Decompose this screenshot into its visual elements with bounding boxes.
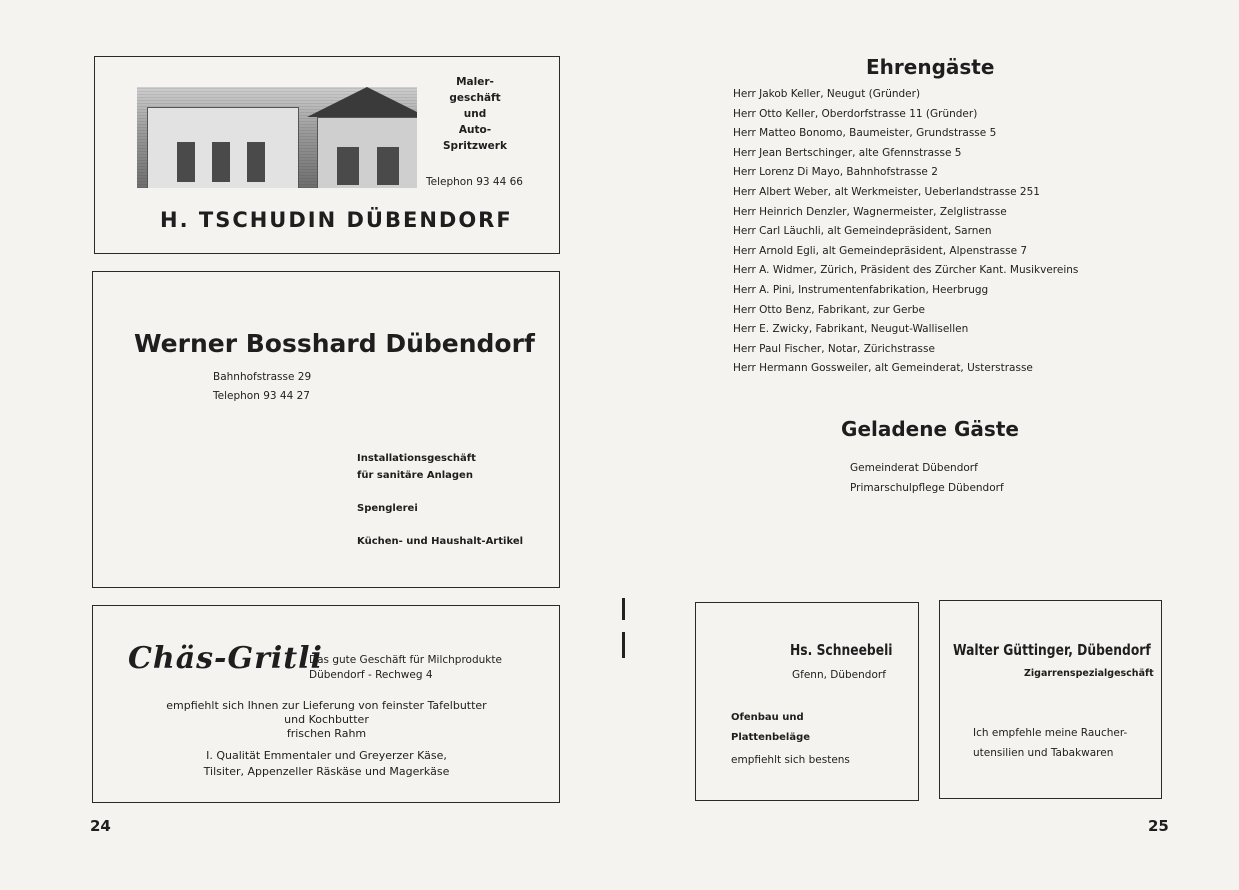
page-number-left: 24	[90, 817, 111, 835]
guest-entry: Herr Lorenz Di Mayo, Bahnhofstrasse 2	[733, 166, 938, 178]
bosshard-service: Installationsgeschäft	[357, 453, 476, 464]
cheese-line: Tilsiter, Appenzeller Räskäse und Magerkäse	[203, 765, 450, 778]
gritli-offer	[95, 699, 558, 741]
building-roof	[307, 87, 417, 117]
garage-door	[247, 142, 265, 182]
invited-entry: Primarschulpflege Dübendorf	[850, 482, 1004, 494]
ad-guettinger	[939, 600, 1162, 799]
schneebeli-name: Hs. Schneebeli	[790, 641, 893, 659]
gutter-mark	[622, 632, 625, 658]
service-line: Auto-	[458, 124, 492, 136]
guest-entry: Herr A. Pini, Instrumentenfabrikation, Heerbrugg	[733, 284, 989, 296]
invited-guests-heading: Geladene Gäste	[841, 417, 1019, 441]
schneebeli-closing: empfiehlt sich bestens	[731, 754, 850, 766]
ad-schneebeli	[695, 602, 919, 801]
tschudin-name: H. TSCHUDIN DÜBENDORF	[160, 208, 513, 232]
guettinger-specialty: Zigarrenspezialgeschäft	[1024, 668, 1154, 679]
gritli-cheese	[95, 748, 558, 780]
schneebeli-service: Plattenbeläge	[731, 732, 811, 743]
guest-entry: Herr Hermann Gossweiler, alt Gemeinderat, Usterstrasse	[733, 362, 1033, 374]
tschudin-services	[440, 74, 510, 154]
service-line: geschäft	[449, 92, 501, 104]
guest-entry: Herr Otto Benz, Fabrikant, zur Gerbe	[733, 304, 925, 316]
garage-door	[212, 142, 230, 182]
building-photo	[137, 87, 417, 188]
offer-line: frischen Rahm	[286, 727, 367, 740]
bosshard-telephone: Telephon 93 44 27	[213, 390, 310, 402]
gutter-mark	[622, 598, 625, 620]
offer-line: und Kochbutter	[284, 713, 369, 726]
bosshard-name: Werner Bosshard Dübendorf	[134, 329, 535, 358]
guest-entry: Herr Paul Fischer, Notar, Zürichstrasse	[733, 343, 935, 355]
cheese-line: I. Qualität Emmentaler und Greyerzer Käse,	[206, 749, 447, 762]
honor-guests-heading: Ehrengäste	[866, 55, 995, 79]
guest-entry: Herr Arnold Egli, alt Gemeindepräsident, Alpenstrasse 7	[733, 245, 1028, 257]
guest-entry: Herr Jakob Keller, Neugut (Gründer)	[733, 88, 921, 100]
guest-entry: Herr Otto Keller, Oberdorfstrasse 11 (Gründer)	[733, 108, 978, 120]
guest-entry: Herr Jean Bertschinger, alte Gfennstrasse 5	[733, 147, 962, 159]
service-line: Maler-	[456, 76, 494, 88]
schneebeli-location: Gfenn, Dübendorf	[792, 669, 886, 681]
garage-door	[377, 147, 399, 185]
page-number-right: 25	[1148, 817, 1169, 835]
building-right-wing	[317, 117, 417, 188]
guettinger-name: Walter Güttinger, Dübendorf	[953, 641, 1151, 659]
offer-line: empfiehlt sich Ihnen zur Lieferung von feinster Tafelbutter	[166, 699, 487, 712]
guest-entry: Herr Heinrich Denzler, Wagnermeister, Zelglistrasse	[733, 206, 1007, 218]
schneebeli-service: Ofenbau und	[731, 712, 804, 723]
gritli-logo: Chäs-Gritli	[128, 641, 323, 676]
bosshard-service: für sanitäre Anlagen	[357, 470, 473, 481]
gritli-address: Dübendorf - Rechweg 4	[309, 669, 433, 681]
guettinger-text: utensilien und Tabakwaren	[973, 747, 1114, 759]
bosshard-service: Spenglerei	[357, 503, 418, 514]
garage-door	[177, 142, 195, 182]
guest-entry: Herr Matteo Bonomo, Baumeister, Grundstrasse 5	[733, 127, 997, 139]
gritli-tagline: Das gute Geschäft für Milchprodukte	[309, 654, 502, 666]
service-line: und	[463, 108, 487, 120]
garage-door	[337, 147, 359, 185]
bosshard-service: Küchen- und Haushalt-Artikel	[357, 536, 524, 547]
service-line: Spritzwerk	[443, 140, 507, 152]
guest-entry: Herr Albert Weber, alt Werkmeister, Ueberlandstrasse 251	[733, 186, 1040, 198]
tschudin-telephone: Telephon 93 44 66	[426, 176, 523, 188]
guettinger-text: Ich empfehle meine Raucher-	[973, 727, 1128, 739]
invited-entry: Gemeinderat Dübendorf	[850, 462, 978, 474]
guest-entry: Herr A. Widmer, Zürich, Präsident des Zürcher Kant. Musikvereins	[733, 264, 1079, 276]
guest-entry: Herr Carl Läuchli, alt Gemeindepräsident, Sarnen	[733, 225, 992, 237]
bosshard-address: Bahnhofstrasse 29	[213, 371, 312, 383]
guest-entry: Herr E. Zwicky, Fabrikant, Neugut-Wallisellen	[733, 323, 969, 335]
